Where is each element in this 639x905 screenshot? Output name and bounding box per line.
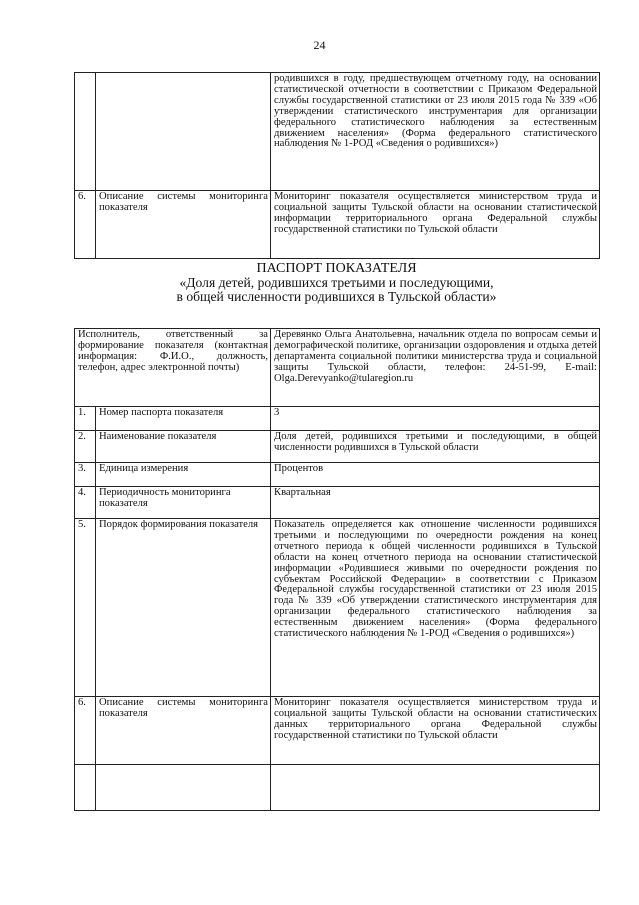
row-num: 6. bbox=[75, 191, 96, 259]
row-label: Описание системы мониторинга показателя bbox=[96, 191, 271, 259]
row-num: 4. bbox=[75, 487, 96, 519]
row-num: 5. bbox=[75, 519, 96, 697]
table-row bbox=[75, 519, 600, 697]
row-num: 2. bbox=[75, 431, 96, 463]
row-value: Мониторинг показателя осуществляется министерством труда и социальной защиты Тульской области на основании статистических данных территориального органа Федеральной службы государственной статистики по Тульской области bbox=[271, 697, 600, 765]
blank-cell bbox=[75, 765, 96, 811]
continued-value: родившихся в году, предшествующем отчетному году, на основании статистической отчетности в соответствии с Приказом Федеральной службы государственной статистики от 23 июля 2015 года № 339 «Об утверждении статистического инструментария для организации федерального статистического наблюдения за естественным движением населения» (Форма федерального статистического наблюдения № 1-РОД «Сведения о родившихся») bbox=[271, 73, 600, 191]
blank-cell bbox=[96, 765, 271, 811]
blank-cell bbox=[271, 765, 600, 811]
table-row bbox=[75, 487, 600, 519]
row-value: Показатель определяется как отношение численности родившихся третьими и последующими по очередности рождения на конец отчетного периода к общей численности родившихся в Тульской области на конец отчетного периода на основании статистической информации «Родившиеся живыми по очередности рождения по субъектам Российской Федерации» в соответствии с Приказом Федеральной службы государственной статистики от 23 июля 2015 года № 339 «Об утверждении статистического инструментария для организации федерального статистического наблюдения за естественным движением населения» (Форма федерального статистического наблюдения № 1-РОД «Сведения о родившихся») bbox=[271, 519, 600, 697]
row-num: 1. bbox=[75, 407, 96, 431]
heading-subtitle-line1: «Доля детей, родившихся третьими и последующими, bbox=[179, 275, 494, 291]
row-num: 3. bbox=[75, 463, 96, 487]
heading-title: ПАСПОРТ ПОКАЗАТЕЛЯ bbox=[256, 261, 417, 276]
executor-value: Деревянко Ольга Анатольевна, начальник отдела по вопросам семьи и демографической политике, организации оздоровления и отдыха детей департамента социальной политики министерства труда и социальной защиты Тульской области, телефон: 24-51-99, E-mail: Olga.Derevyanko@tularegion.ru bbox=[271, 329, 600, 407]
row-label: Порядок формирования показателя bbox=[96, 519, 271, 697]
heading-subtitle-line2: в общей численности родившихся в Тульской области» bbox=[176, 289, 497, 305]
row-label: Единица измерения bbox=[96, 463, 271, 487]
row-label: Периодичность мониторинга показателя bbox=[96, 487, 271, 519]
table-row bbox=[75, 431, 600, 463]
row-label: Описание системы мониторинга показателя bbox=[96, 697, 271, 765]
row-num-cell bbox=[75, 73, 96, 191]
top-table-continued bbox=[74, 72, 600, 259]
page-number: 24 bbox=[313, 38, 326, 52]
table-row-blank bbox=[75, 765, 600, 811]
table-row bbox=[75, 73, 600, 191]
table-row-executor bbox=[75, 329, 600, 407]
row-value: 3 bbox=[271, 407, 600, 431]
table-row bbox=[75, 463, 600, 487]
passport-table bbox=[74, 328, 600, 811]
row-label-cell bbox=[96, 73, 271, 191]
row-label: Наименование показателя bbox=[96, 431, 271, 463]
row-label: Номер паспорта показателя bbox=[96, 407, 271, 431]
row-num: 6. bbox=[75, 697, 96, 765]
table-row bbox=[75, 697, 600, 765]
row-value: Доля детей, родившихся третьими и последующими, в общей численности родившихся в Тульской области bbox=[271, 431, 600, 463]
row-value: Процентов bbox=[271, 463, 600, 487]
table-row bbox=[75, 407, 600, 431]
passport-heading bbox=[74, 262, 599, 305]
row-value: Квартальная bbox=[271, 487, 600, 519]
row-value: Мониторинг показателя осуществляется министерством труда и социальной защиты Тульской области на основании статистической информации территориального органа Федеральной службы государственной статистики по Тульской области bbox=[271, 191, 600, 259]
table-row bbox=[75, 191, 600, 259]
executor-label: Исполнитель, ответственный за формирование показателя (контактная информация: Ф.И.О., должность, телефон, адрес электронной почты) bbox=[75, 329, 271, 407]
